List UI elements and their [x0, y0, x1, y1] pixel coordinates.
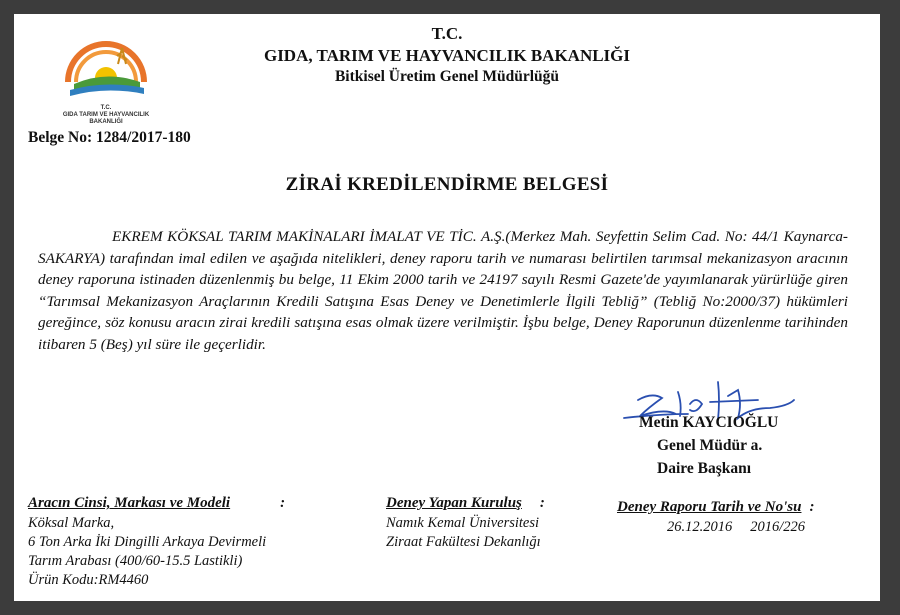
certificate-page [14, 14, 880, 601]
ministry-name: GIDA, TARIM VE HAYVANCILIK BAKANLIĞI [263, 46, 631, 65]
logo-text-3: BAKANLIĞI [89, 119, 123, 125]
signatory-name: Metin KAYCIOĞLU [639, 414, 779, 431]
institution-colon: : [539, 495, 545, 511]
vehicle-line-2: 6 Ton Arka İki Dingilli Arkaya Devirmeli [28, 534, 267, 550]
report-date: 26.12.2016 [667, 519, 733, 535]
document-title: ZİRAİ KREDİLENDİRME BELGESİ [285, 174, 609, 195]
header-tc: T.C. [431, 24, 463, 43]
vehicle-colon: : [280, 495, 286, 511]
vehicle-line-3: Tarım Arabası (400/60-15.5 Lastikli) [28, 553, 243, 569]
signatory-title-2: Daire Başkanı [657, 460, 752, 477]
body-paragraph: EKREM KÖKSAL TARIM MAKİNALARI İMALAT VE TİC. A.Ş.(Merkez Mah. Seyfettin Selim Cad. No: 44/1 Kaynarca-SAKARYA) tarafından imal edilen ve aşağıda nitelikleri, deney raporu tarih ve numarası belirtilen tarımsal mekanizasyon aracının deney raporuna istinaden düzenlenmiş bu belge, 11 Ekim 2000 tarih ve 24197 sayılı Resmi Gazete'de yayımlanarak yürürlüğe giren “Tarımsal Mekanizasyon Araçlarının Kredili Satışına Esas Deney ve Denetimlerle İlgili Tebliğ” (Tebliğ No:2000/37) hükümleri gereğince, söz konusu aracın zirai kredili satışına esas olmak üzere verilmiştir. İşbu belge, Deney Raporunun düzenlenme tarihinden itibaren 5 (Beş) yıl süre ile geçerlidir. [38, 228, 848, 353]
logo-text-1: T.C. [100, 105, 112, 111]
vehicle-line-4: Ürün Kodu:RM4460 [28, 572, 149, 588]
logo-text-2: GIDA TARIM VE HAYVANCILIK [62, 112, 150, 118]
report-number: 2016/226 [750, 519, 806, 535]
institution-heading: Deney Yapan Kuruluş [386, 495, 522, 511]
vehicle-section [28, 494, 368, 590]
report-section [617, 498, 867, 537]
report-colon: : [809, 499, 815, 515]
institution-line-2: Ziraat Fakültesi Dekanlığı [386, 534, 541, 550]
report-heading: Deney Raporu Tarih ve No'su [617, 499, 802, 515]
institution-section [386, 494, 596, 552]
signatory-title-1: Genel Müdür a. [657, 437, 763, 454]
directorate-name: Bitkisel Üretim Genel Müdürlüğü [334, 68, 560, 85]
document-number: Belge No: 1284/2017-180 [28, 129, 191, 146]
vehicle-line-1: Köksal Marka, [28, 515, 115, 531]
vehicle-heading: Aracın Cinsi, Markası ve Modeli [28, 495, 231, 511]
institution-line-1: Namık Kemal Üniversitesi [386, 515, 540, 531]
